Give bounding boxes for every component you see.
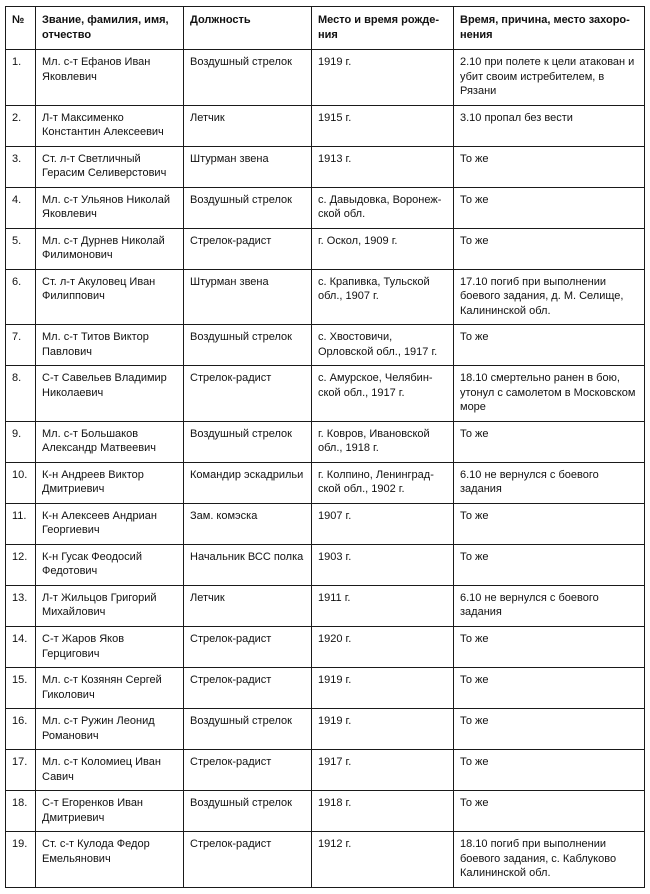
cell-burial: То же [454,544,645,585]
cell-name: Мл. с-т Козянян Сергей Гиколович [36,668,184,709]
table-row [6,668,645,709]
cell-number: 19. [6,832,36,888]
cell-birth: 1919 г. [312,668,454,709]
cell-number: 8. [6,366,36,422]
col-header-birth: Место и время рождения [312,7,454,50]
cell-position: Стрелок-радист [184,228,312,269]
cell-position: Стрелок-радист [184,668,312,709]
table-row [6,544,645,585]
cell-burial: То же [454,709,645,750]
cell-burial: 2.10 при полете к цели атакован и убит своим истребителем, в Рязани [454,50,645,106]
cell-number: 7. [6,325,36,366]
cell-position: Зам. комэска [184,503,312,544]
cell-birth: 1917 г. [312,750,454,791]
cell-number: 14. [6,626,36,667]
cell-number: 4. [6,187,36,228]
table-row [6,462,645,503]
cell-number: 1. [6,50,36,106]
cell-burial: 3.10 пропал без вести [454,105,645,146]
cell-birth: с. Хвостовичи, Орловской обл., 1917 г. [312,325,454,366]
col-header-name: Звание, фамилия, имя, отчество [36,7,184,50]
cell-number: 9. [6,421,36,462]
table-row [6,421,645,462]
table-row [6,750,645,791]
cell-name: С-т Егоренков Иван Дмитриевич [36,791,184,832]
cell-number: 5. [6,228,36,269]
cell-position: Штурман звена [184,269,312,325]
cell-name: Л-т Максименко Константин Алексеевич [36,105,184,146]
table-row [6,626,645,667]
cell-position: Воздушный стрелок [184,325,312,366]
cell-number: 13. [6,585,36,626]
cell-burial: 17.10 погиб при выполнении боевого задания, д. М. Селище, Калининской обл. [454,269,645,325]
cell-number: 2. [6,105,36,146]
cell-name: Мл. с-т Коломиец Иван Савич [36,750,184,791]
cell-burial: То же [454,668,645,709]
cell-number: 6. [6,269,36,325]
cell-birth: 1919 г. [312,709,454,750]
cell-position: Стрелок-радист [184,626,312,667]
cell-birth: г. Колпино, Ленинградской обл., 1902 г. [312,462,454,503]
cell-birth: 1903 г. [312,544,454,585]
col-header-number: № [6,7,36,50]
cell-burial: То же [454,791,645,832]
cell-name: К-н Алексеев Андриан Георгиевич [36,503,184,544]
cell-birth: 1920 г. [312,626,454,667]
table-row [6,791,645,832]
cell-burial: То же [454,421,645,462]
cell-birth: 1918 г. [312,791,454,832]
table-row [6,50,645,106]
table-row [6,228,645,269]
cell-burial: 6.10 не вернулся с боевого задания [454,462,645,503]
table-row [6,187,645,228]
cell-number: 10. [6,462,36,503]
cell-number: 11. [6,503,36,544]
cell-name: Мл. с-т Ульянов Николай Яковлевич [36,187,184,228]
cell-birth: 1911 г. [312,585,454,626]
cell-number: 17. [6,750,36,791]
cell-name: К-н Гусак Феодосий Федотович [36,544,184,585]
cell-name: Мл. с-т Ружин Леонид Романович [36,709,184,750]
cell-name: С-т Жаров Яков Герцигович [36,626,184,667]
col-header-burial: Время, причина, место захоронения [454,7,645,50]
cell-name: Ст. с-т Кулода Федор Емельянович [36,832,184,888]
cell-name: С-т Савельев Владимир Николаевич [36,366,184,422]
cell-burial: 18.10 смертельно ранен в бою, утонул с самолетом в Московском море [454,366,645,422]
cell-burial: То же [454,187,645,228]
cell-position: Стрелок-радист [184,750,312,791]
cell-birth: с. Крапивка, Тульской обл., 1907 г. [312,269,454,325]
cell-burial: То же [454,503,645,544]
cell-birth: г. Оскол, 1909 г. [312,228,454,269]
casualty-table [5,6,645,888]
cell-position: Летчик [184,105,312,146]
cell-name: Ст. л-т Светличный Герасим Селиверстович [36,146,184,187]
cell-position: Штурман звена [184,146,312,187]
cell-position: Воздушный стрелок [184,50,312,106]
cell-position: Воздушный стрелок [184,187,312,228]
table-row [6,269,645,325]
cell-name: Мл. с-т Титов Виктор Павлович [36,325,184,366]
cell-position: Воздушный стрелок [184,709,312,750]
cell-name: К-н Андреев Виктор Дмитриевич [36,462,184,503]
col-header-position: Должность [184,7,312,50]
cell-position: Стрелок-радист [184,366,312,422]
cell-burial: То же [454,626,645,667]
cell-position: Воздушный стрелок [184,421,312,462]
cell-birth: 1915 г. [312,105,454,146]
header-row [6,7,645,50]
cell-burial: То же [454,228,645,269]
cell-name: Л-т Жильцов Григорий Михайлович [36,585,184,626]
cell-burial: То же [454,325,645,366]
cell-birth: 1919 г. [312,50,454,106]
cell-burial: 6.10 не вернулся с боевого задания [454,585,645,626]
cell-number: 15. [6,668,36,709]
cell-name: Мл. с-т Большаков Александр Матвеевич [36,421,184,462]
table-row [6,146,645,187]
table-row [6,366,645,422]
table-row [6,325,645,366]
cell-birth: с. Амурское, Челябинской обл., 1917 г. [312,366,454,422]
cell-number: 18. [6,791,36,832]
cell-name: Мл. с-т Ефанов Иван Яковлевич [36,50,184,106]
cell-position: Летчик [184,585,312,626]
cell-birth: 1912 г. [312,832,454,888]
cell-burial: 18.10 погиб при выполнении боевого задания, с. Каблуково Калининской обл. [454,832,645,888]
cell-name: Ст. л-т Акуловец Иван Филиппович [36,269,184,325]
cell-position: Командир эскадрильи [184,462,312,503]
cell-position: Начальник ВСС полка [184,544,312,585]
cell-number: 12. [6,544,36,585]
cell-burial: То же [454,750,645,791]
cell-birth: 1907 г. [312,503,454,544]
cell-birth: с. Давыдовка, Воронежской обл. [312,187,454,228]
cell-birth: г. Ковров, Ивановской обл., 1918 г. [312,421,454,462]
cell-position: Стрелок-радист [184,832,312,888]
cell-birth: 1913 г. [312,146,454,187]
cell-position: Воздушный стрелок [184,791,312,832]
cell-name: Мл. с-т Дурнев Николай Филимонович [36,228,184,269]
table-row [6,503,645,544]
cell-burial: То же [454,146,645,187]
cell-number: 16. [6,709,36,750]
table-row [6,832,645,888]
cell-number: 3. [6,146,36,187]
table-row [6,105,645,146]
table-row [6,709,645,750]
table-row [6,585,645,626]
table-body [6,50,645,888]
